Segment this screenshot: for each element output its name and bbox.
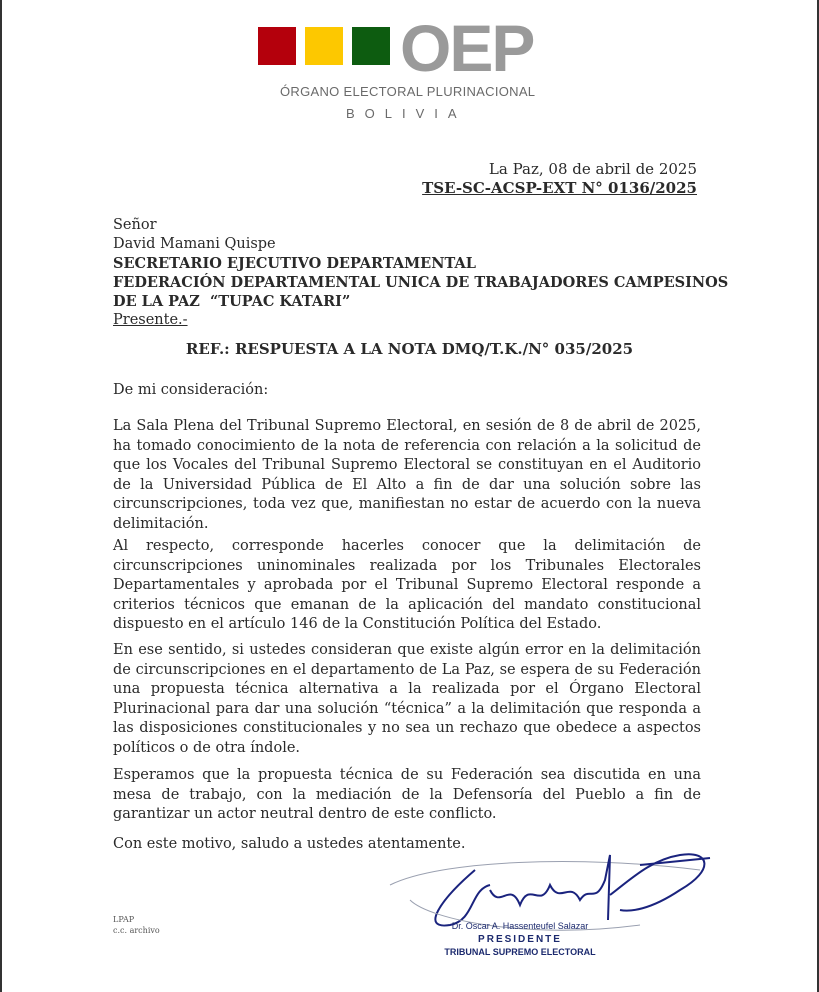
recipient-name: David Mamani Quispe xyxy=(113,236,276,252)
signatory-institution: TRIBUNAL SUPREMO ELECTORAL xyxy=(444,947,596,957)
organization-name: ÓRGANO ELECTORAL PLURINACIONAL xyxy=(280,84,536,99)
logo-red-square xyxy=(258,27,296,65)
reference-code: TSE-SC-ACSP-EXT N° 0136/2025 xyxy=(422,179,697,197)
logo-green-square xyxy=(352,27,390,65)
body-paragraph: La Sala Plena del Tribunal Supremo Electoral, en sesión de 8 de abril de 2025, ha tomado conocimiento de la nota de referencia con relación a la solicitud de que los Vocales del Tribunal Supremo Electoral se constituyan en el Auditorio de la Universidad Pública de El Alto a fin de dar una solución sobre las circunscripciones, toda vez que, manifiestan no estar de acuerdo con la nueva delimitación. xyxy=(113,418,701,532)
country-name: BOLIVIA xyxy=(346,106,467,121)
salutation: Señor xyxy=(113,217,157,233)
signatory-role: PRESIDENTE xyxy=(478,934,562,945)
oep-logo xyxy=(258,11,558,124)
presente: Presente.- xyxy=(113,312,188,328)
recipient-block xyxy=(113,216,728,330)
date-block xyxy=(422,160,697,198)
body-paragraph: En ese sentido, si ustedes consideran que existe algún error en la delimitación de circunscripciones en el departamento de La Paz, se espera de su Federación una propuesta técnica alternativa a la realizada por el Órgano Electoral Plurinacional para dar una solución “técnica” a la delimitación que responda a las disposiciones constitucionales y no sea un rechazo que obedece a aspectos políticos o de otra índole. xyxy=(113,642,701,756)
body-paragraph: Al respecto, corresponde hacerles conocer que la delimitación de circunscripciones uninominales realizada por los Tribunales Electorales Departamentales y aprobada por el Tribunal Supremo Electoral responde a criterios técnicos que emanan de la aplicación del mandato constitucional dispuesto en el artículo 146 de la Constitución Política del Estado. xyxy=(113,538,701,632)
place-date: La Paz, 08 de abril de 2025 xyxy=(488,160,697,178)
footer-notes xyxy=(113,914,160,936)
recipient-position: SECRETARIO EJECUTIVO DEPARTAMENTAL xyxy=(113,255,476,272)
logo-text: OEP xyxy=(400,11,534,85)
logo-yellow-square xyxy=(305,27,343,65)
greeting: De mi consideración: xyxy=(113,382,269,398)
recipient-organization-line2: DE LA PAZ “TUPAC KATARI” xyxy=(113,293,351,310)
cc-note: c.c. archivo xyxy=(113,926,160,935)
signatory-name: Dr. Oscar A. Hassenteufel Salazar xyxy=(451,921,589,931)
recipient-organization-line1: FEDERACIÓN DEPARTAMENTAL UNICA DE TRABAJADORES CAMPESINOS xyxy=(113,274,729,291)
initials: LPAP xyxy=(113,915,135,924)
closing-line: Con este motivo, saludo a ustedes atentamente. xyxy=(113,836,466,852)
subject-line: REF.: RESPUESTA A LA NOTA DMQ/T.K./N° 035/2025 xyxy=(185,340,634,358)
body-paragraph: Esperamos que la propuesta técnica de su Federación sea discutida en una mesa de trabajo, con la mediación de la Defensoría del Pueblo a fin de garantizar un actor neutral dentro de este conflicto. xyxy=(113,767,701,822)
